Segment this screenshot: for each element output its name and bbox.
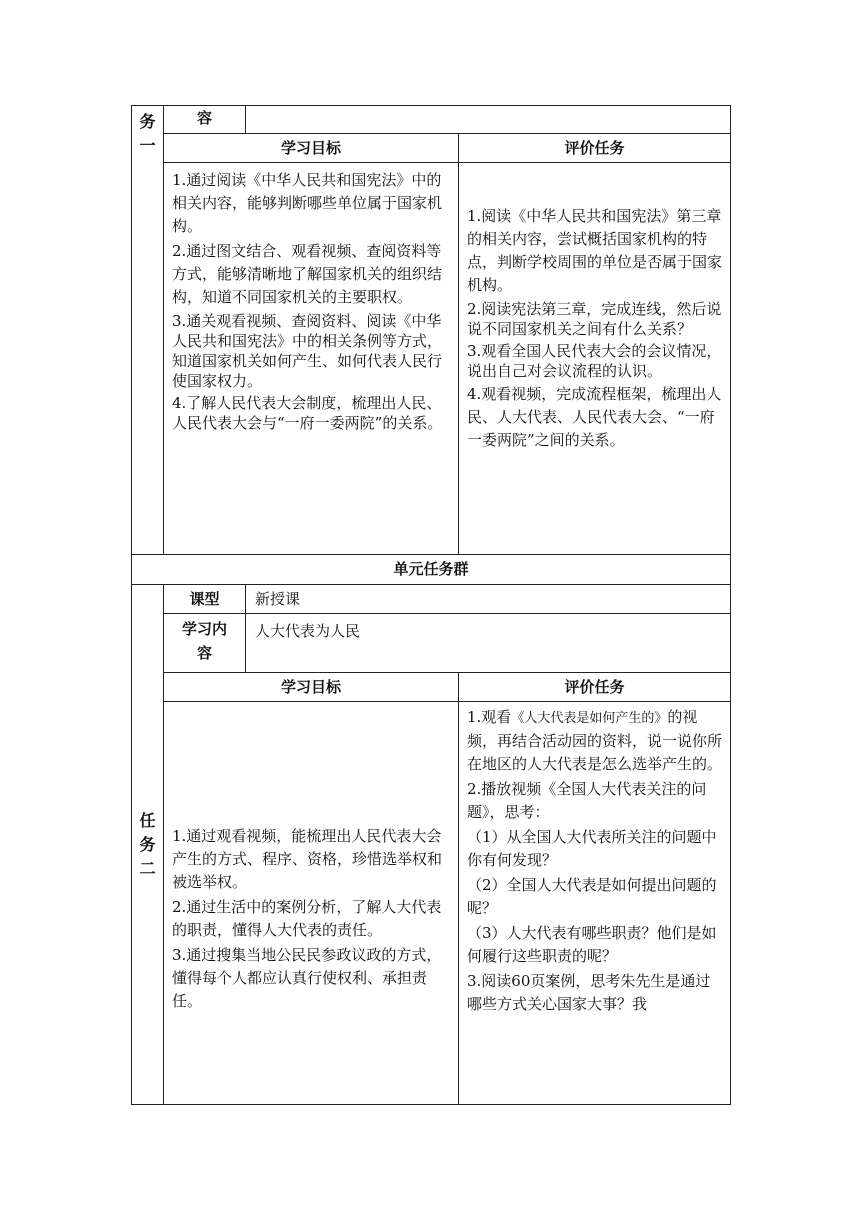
task1-objectives-cell bbox=[164, 163, 459, 555]
unit-task-group-header: 单元任务群 bbox=[132, 555, 731, 585]
task2-evaluation-cell bbox=[459, 702, 731, 1105]
task1-evaluation-2: 2.阅读宪法第三章，完成连线，然后说说不同国家机关之间有什么关系？ bbox=[467, 300, 722, 338]
task1-evaluation-3: 3.观看全国人民代表大会的会议情况，说出自己对会议流程的认识。 bbox=[467, 342, 722, 380]
lesson-plan-table bbox=[131, 105, 731, 1105]
task1-objective-2: 2.通过图文结合、观看视频、查阅资料等方式，能够清晰地了解国家机关的组织结构，知道不同国家机关的主要职权。 bbox=[172, 242, 443, 306]
task2-question-2: （2）全国人大代表是如何提出问题的呢？ bbox=[467, 876, 717, 917]
learning-content-label-text: 学习内容 bbox=[181, 620, 227, 662]
task2-objectives-header: 学习目标 bbox=[164, 673, 459, 702]
task1-objective-3: 3.通关观看视频、查阅资料、阅读《中华人民共和国宪法》中的相关条例等方式，知道国家机关如何产生、如何代表人民行使国家权力。 bbox=[172, 312, 443, 390]
task1-objectives-header: 学习目标 bbox=[164, 134, 459, 163]
task2-evaluation-1-video: 《人大代表是如何产生的》 bbox=[511, 711, 668, 726]
task2-objective-1: 1.通过观看视频，能梳理出人民代表大会产生的方式、程序、资格，珍惜选举权和被选举权。 bbox=[172, 827, 443, 891]
task2-evaluation-1-prefix: 1.观看 bbox=[467, 708, 512, 726]
task2-evaluation-1 bbox=[467, 706, 722, 776]
task1-evaluation-header: 评价任务 bbox=[459, 134, 731, 163]
task1-side-label bbox=[132, 106, 164, 555]
task1-content-label: 容 bbox=[164, 106, 246, 134]
task2-side-label bbox=[132, 585, 164, 1105]
document-page bbox=[131, 105, 730, 1105]
task2-evaluation-3: 3.阅读60页案例，思考朱先生是通过哪些方式关心国家大事？我 bbox=[467, 972, 711, 1013]
course-type-label: 课型 bbox=[164, 585, 246, 614]
task1-side-top: 务 bbox=[139, 112, 156, 131]
task1-evaluation-1: 1.阅读《中华人民共和国宪法》第三章的相关内容，尝试概括国家机构的特点，判断学校周围的单位是否属于国家机构。 bbox=[467, 207, 723, 294]
task2-evaluation-1-suffix: 的视频，再结合活动园的资料，说一说你所在地区的人大代表是怎么选举产生的。 bbox=[467, 708, 723, 773]
task2-question-1: （1）从全国人大代表所关注的问题中你有何发现？ bbox=[467, 828, 717, 869]
task1-content-value bbox=[246, 106, 731, 134]
task1-objective-1: 1.通过阅读《中华人民共和国宪法》中的相关内容，能够判断哪些单位属于国家机构。 bbox=[172, 171, 443, 235]
task1-evaluation-cell bbox=[459, 163, 731, 555]
task1-side-bottom: 一 bbox=[139, 136, 156, 155]
task2-objective-3: 3.通过搜集当地公民民参政议政的方式，懂得每个人都应认真行使权利、承担责任。 bbox=[172, 946, 442, 1010]
task1-evaluation-4: 4.观看视频，完成流程框架，梳理出人民、人大代表、人民代表大会、“一府一委两院”之间的关系。 bbox=[467, 385, 722, 449]
task1-objective-4: 4.了解人民代表大会制度，梳理出人民、人民代表大会与“一府一委两院”的关系。 bbox=[172, 394, 443, 432]
task2-side-text: 任务二 bbox=[139, 810, 156, 878]
task2-objective-2: 2.通过生活中的案例分析，了解人大代表的职责，懂得人大代表的责任。 bbox=[172, 898, 442, 939]
learning-content-label bbox=[164, 614, 246, 673]
task2-evaluation-header: 评价任务 bbox=[459, 673, 731, 702]
learning-content-value: 人大代表为人民 bbox=[246, 614, 731, 673]
course-type-value: 新授课 bbox=[246, 585, 731, 614]
task2-objectives-cell bbox=[164, 702, 459, 1105]
task2-question-3: （3）人大代表有哪些职责？他们是如何履行这些职责的呢？ bbox=[467, 924, 717, 965]
task2-evaluation-2: 2.播放视频《全国人大代表关注的问题》，思考： bbox=[467, 780, 707, 821]
